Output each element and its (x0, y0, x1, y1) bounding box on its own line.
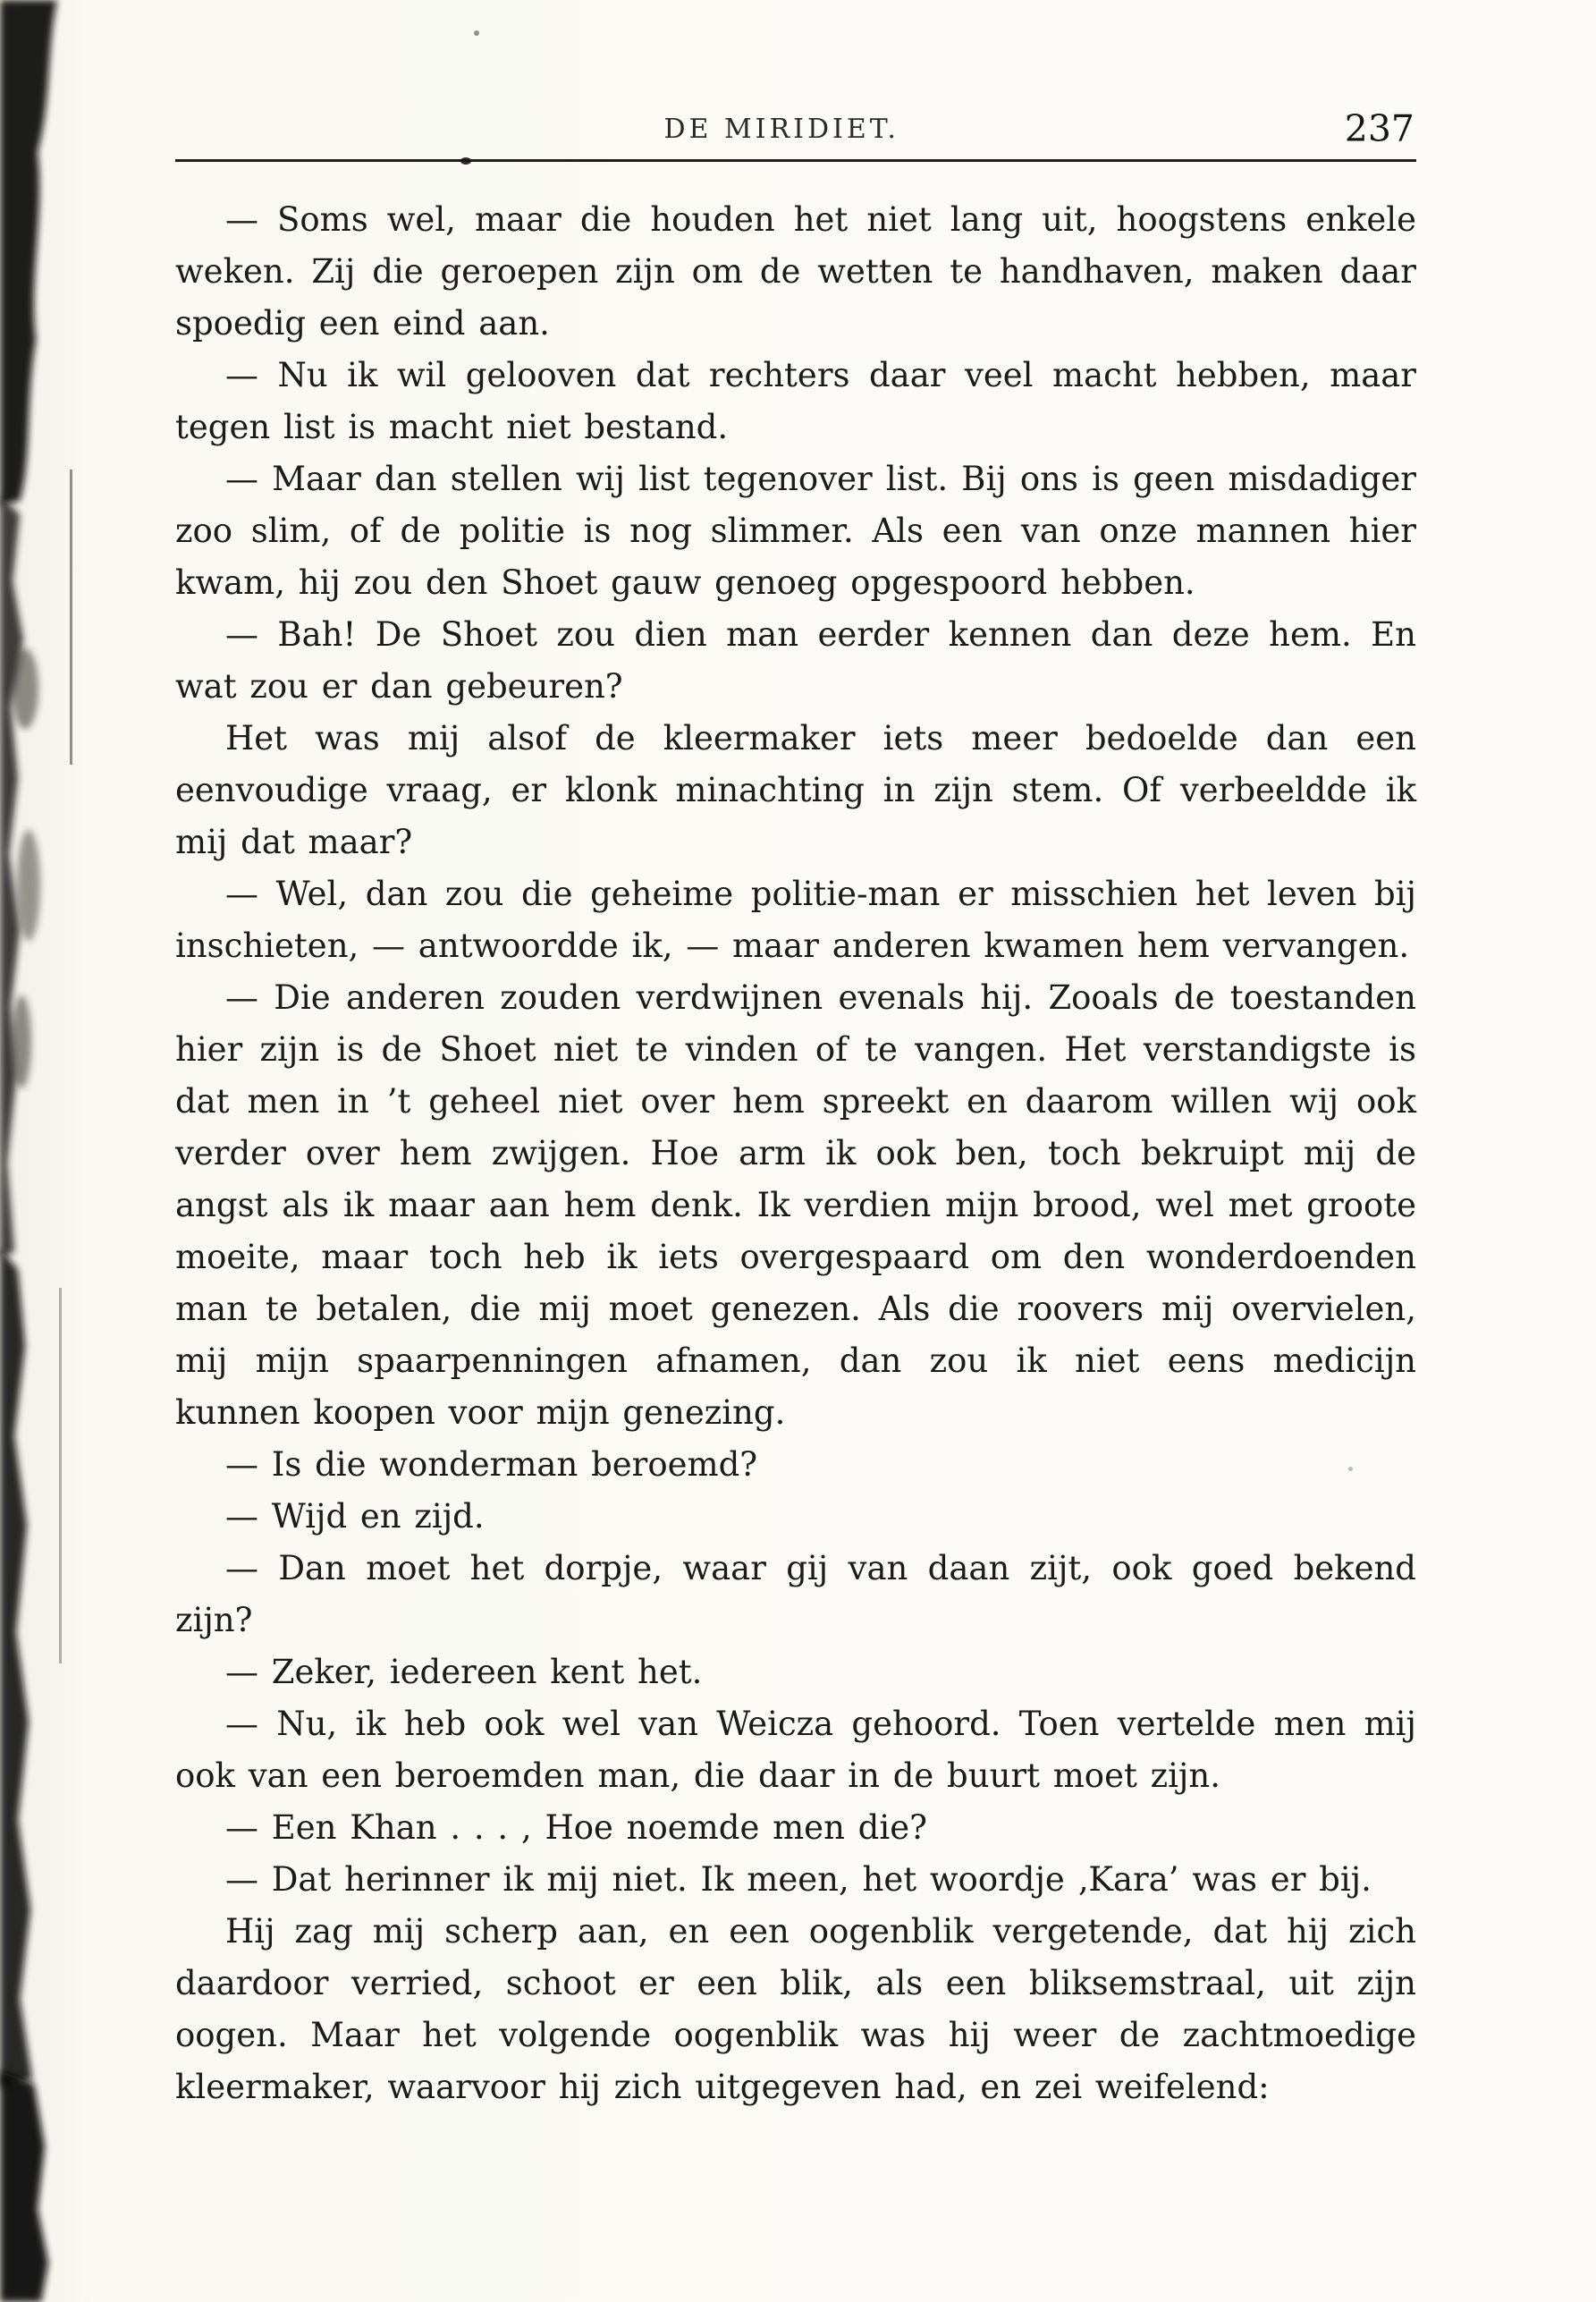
ink-speck (460, 157, 471, 165)
paragraph: — Nu, ik heb ook wel van Weicza gehoord. Toen vertelde men mij ook van een beroemden man, die daar in de buurt moet zijn. (175, 1705, 1416, 1795)
paragraph: — Dan moet het dorpje, waar gij van daan zijt, ook goed bekend zijn? (175, 1549, 1416, 1639)
paragraph: Het was mij alsof de kleermaker iets meer bedoelde dan een eenvoudige vraag, er klonk minachting in zijn stem. Of verbeeldde ik mij dat maar? (175, 719, 1416, 861)
running-title: DE MIRIDIET. (663, 114, 899, 145)
paragraph: — Bah! De Shoet zou dien man eerder kennen dan deze hem. En wat zou er dan gebeuren? (175, 615, 1416, 706)
page-content (175, 100, 1416, 2113)
paragraph: — Wel, dan zou die geheime politie-man er misschien het leven bij inschieten, — antwoordde ik, — maar anderen kwamen hem vervangen. (175, 875, 1416, 965)
page-number: 237 (1344, 107, 1414, 150)
page-header (175, 100, 1416, 150)
paragraph: — Maar dan stellen wij list tegenover list. Bij ons is geen misdadiger zoo slim, of de politie is nog slimmer. Als een van onze mannen hier kwam, hij zou den Shoet gauw genoeg opgespoord hebben. (175, 460, 1416, 602)
ink-speck (474, 30, 479, 36)
page-body (175, 194, 1416, 2113)
paragraph: — Wijd en zijd. (225, 1497, 485, 1536)
paragraph: — Zeker, iedereen kent het. (225, 1653, 703, 1691)
paragraph: — Is die wonderman beroemd? (225, 1445, 758, 1484)
paragraph: — Dat herinner ik mij niet. Ik meen, het woordje ‚Kara’ was er bij. (225, 1860, 1372, 1899)
paragraph: — Nu ik wil gelooven dat rechters daar veel macht hebben, maar tegen list is macht niet bestand. (175, 356, 1416, 446)
header-rule (175, 159, 1416, 162)
scan-gutter-shadow (0, 0, 116, 2302)
paragraph: — Die anderen zouden verdwijnen evenals hij. Zooals de toestanden hier zijn is de Shoet niet te vinden of te vangen. Het verstandigste is dat men in ’t geheel niet over hem spreekt en daarom willen wij ook verder over hem zwijgen. Hoe arm ik ook ben, toch bekruipt mij de angst als ik maar aan hem denk. Ik verdien mijn brood, wel met groote moeite, maar toch heb ik iets overgespaard om den wonderdoenden man te betalen, die mij moet genezen. Als die roovers mij overvielen, mij mijn spaarpenningen afnamen, dan zou ik niet eens medicijn kunnen koopen voor mijn genezing. (175, 978, 1416, 1432)
paragraph: — Een Khan . . . , Hoe noemde men die? (225, 1808, 927, 1847)
paragraph: Hij zag mij scherp aan, en een oogenblik vergetende, dat hij zich daardoor verried, schoot er een blik, als een bliksemstraal, uit zijn oogen. Maar het volgende oogenblik was hij weer de zachtmoedige kleermaker, waarvoor hij zich uitgegeven had, en zei weifelend: (175, 1912, 1416, 2106)
paragraph: — Soms wel, maar die houden het niet lang uit, hoogstens enkele weken. Zij die geroepen zijn om de wetten te handhaven, maken daar spoedig een eind aan. (175, 200, 1416, 343)
